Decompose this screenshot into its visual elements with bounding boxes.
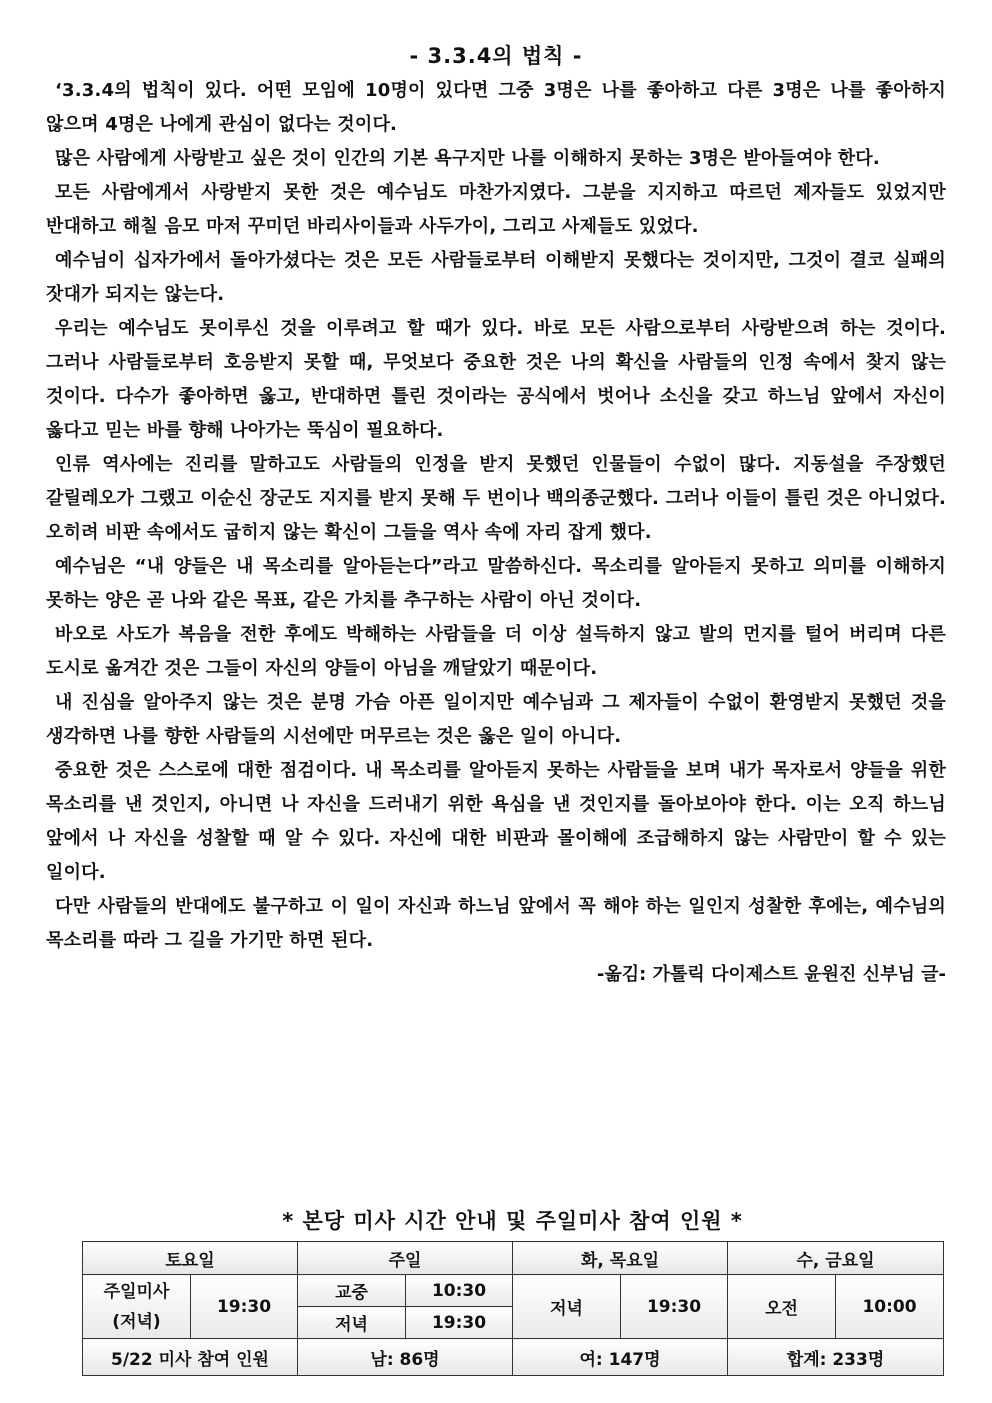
sunday-mass-label: 교중 <box>298 1275 406 1307</box>
sunday-mass-time: 10:30 <box>406 1275 513 1307</box>
attendance-total: 합계: 233명 <box>728 1339 944 1376</box>
article-paragraph: 다만 사람들의 반대에도 불구하고 이 일이 자신과 하느님 앞에서 꼭 해야 하는 일인지 성찰한 후에는, 예수님의 목소리를 따라 그 길을 가기만 하면 된다. <box>46 896 946 951</box>
saturday-mass-time: 19:30 <box>191 1275 298 1339</box>
article-paragraph: 많은 사람에게 사랑받고 싶은 것이 인간의 기본 욕구지만 나를 이해하지 못하는 3명은 받아들여야 한다. <box>55 148 880 169</box>
article-paragraph: 인류 역사에는 진리를 말하고도 사람들의 인정을 받지 못했던 인물들이 수없이 많다. 지동설을 주장했던 갈릴레오가 그랬고 이순신 장군도 지지를 받지 못해 두 번이나 백의종군했다. 그러나 이들이 틀린 것은 아니었다. 오히려 비판 속에서도 굽히지 않는 확신이 그들을 역사 속에 자리 잡게 했다. <box>46 454 946 543</box>
article-paragraph: 모든 사람에게서 사랑받지 못한 것은 예수님도 마찬가지였다. 그분을 지지하고 따르던 제자들도 있었지만 반대하고 해칠 음모 마저 꾸미던 바리사이들과 사두가이, 그리고 사제들도 있었다. <box>46 182 946 237</box>
mass-schedule <box>82 1205 943 1376</box>
tue-thu-mass-time: 19:30 <box>621 1275 728 1339</box>
article-paragraph: 바오로 사도가 복음을 전한 후에도 박해하는 사람들을 더 이상 설득하지 않고 발의 먼지를 털어 버리며 다른 도시로 옮겨간 것은 그들이 자신의 양들이 아님을 깨달았기 때문이다. <box>46 624 946 679</box>
schedule-row <box>83 1275 944 1307</box>
article-paragraph: 예수님은 “내 양들은 내 목소리를 알아듣는다”라고 말씀하신다. 목소리를 알아듣지 못하고 의미를 이해하지 못하는 양은 곧 나와 같은 목표, 같은 가치를 추구하는 사람이 아닌 것이다. <box>46 556 946 611</box>
schedule-header-row <box>83 1242 944 1275</box>
sunday-mass-label: 저녁 <box>298 1307 406 1339</box>
attendance-male: 남: 86명 <box>298 1339 513 1376</box>
header-wed-fri: 수, 금요일 <box>728 1242 944 1275</box>
saturday-label-line1: 주일미사 <box>103 1281 170 1302</box>
header-tue-thu: 화, 목요일 <box>513 1242 728 1275</box>
schedule-title: * 본당 미사 시간 안내 및 주일미사 참여 인원 * <box>282 1209 743 1233</box>
saturday-label-line2: (저녁) <box>112 1311 161 1332</box>
article-credit: -옮김: 가톨릭 다이제스트 윤원진 신부님 글- <box>596 964 946 985</box>
sunday-mass-time: 19:30 <box>406 1307 513 1339</box>
header-sunday: 주일 <box>298 1242 513 1275</box>
article-paragraph: 내 진심을 알아주지 않는 것은 분명 가슴 아픈 일이지만 예수님과 그 제자들이 수없이 환영받지 못했던 것을 생각하면 나를 향한 사람들의 시선에만 머무르는 것은 옳은 일이 아니다. <box>46 692 946 747</box>
header-saturday: 토요일 <box>83 1242 298 1275</box>
article-paragraph: ‘3.3.4의 법칙이 있다. 어떤 모임에 10명이 있다면 그중 3명은 나를 좋아하고 다른 3명은 나를 좋아하지 않으며 4명은 나에게 관심이 없다는 것이다. <box>46 80 946 135</box>
article-paragraph: 우리는 예수님도 못이루신 것을 이루려고 할 때가 있다. 바로 모든 사람으로부터 사랑받으려 하는 것이다. 그러나 사람들로부터 호응받지 못할 때, 무엇보다 중요한 것은 나의 확신을 사람들의 인정 속에서 찾지 않는 것이다. 다수가 좋아하면 옳고, 반대하면 틀린 것이라는 공식에서 벗어나 소신을 갖고 하느님 앞에서 자신이 옳다고 믿는 바를 향해 나아가는 뚝심이 필요하다. <box>46 318 946 441</box>
wed-fri-mass-time: 10:00 <box>836 1275 944 1339</box>
article-title: - 3.3.4의 법칙 - <box>409 44 583 68</box>
article-paragraph: 예수님이 십자가에서 돌아가셨다는 것은 모든 사람들로부터 이해받지 못했다는 것이지만, 그것이 결코 실패의 잣대가 되지는 않는다. <box>46 250 946 305</box>
attendance-row <box>83 1339 944 1376</box>
article-paragraph: 중요한 것은 스스로에 대한 점검이다. 내 목소리를 알아듣지 못하는 사람들을 보며 내가 목자로서 양들을 위한 목소리를 낸 것인지, 아니면 나 자신을 드러내기 위한 욕심을 낸 것인지를 돌아보아야 한다. 이는 오직 하느님 앞에서 나 자신을 성찰할 때 알 수 있다. 자신에 대한 비판과 몰이해에 조급해하지 않는 사람만이 할 수 있는 일이다. <box>46 760 946 883</box>
wed-fri-mass-label: 오전 <box>728 1275 836 1339</box>
attendance-female: 여: 147명 <box>513 1339 728 1376</box>
attendance-label: 5/22 미사 참여 인원 <box>83 1339 298 1376</box>
schedule-table <box>82 1241 944 1376</box>
article <box>46 40 946 992</box>
saturday-mass-label <box>83 1275 191 1339</box>
tue-thu-mass-label: 저녁 <box>513 1275 621 1339</box>
